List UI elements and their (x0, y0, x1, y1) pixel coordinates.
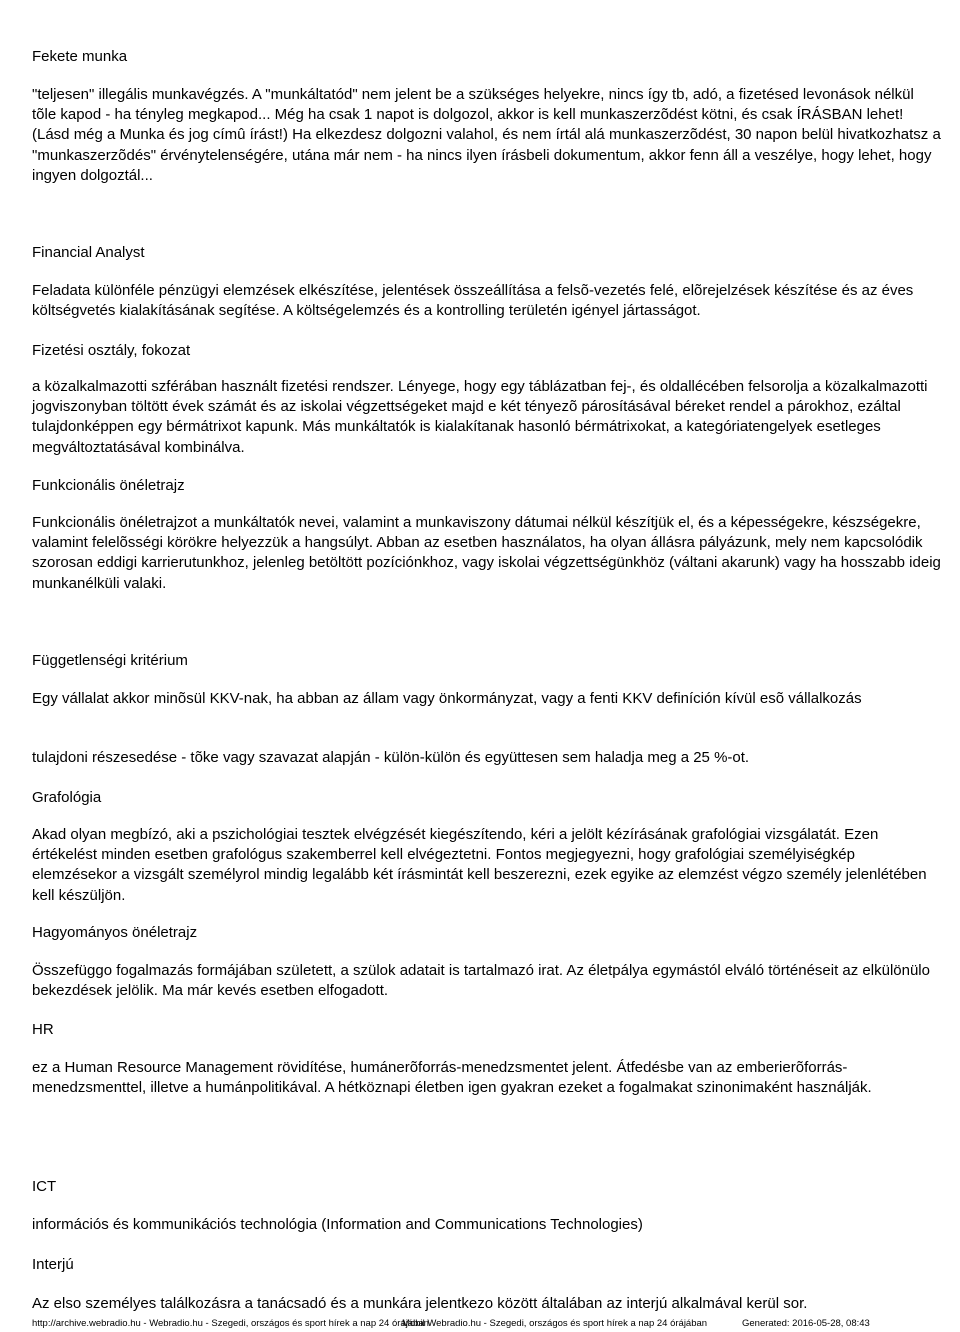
definition-hr: ez a Human Resource Management rövidítése, humánerõforrás-menedzsmentet jelent. Átfedésbe van az emberierõforrás-menedzsmenttel, illetve a humánpolitikával. A hétköznapi életben igen gyakran ezeket a fogalmakat szinonimaként használják. (32, 1059, 872, 1097)
definition-funkcionalis-oneletrajz: Funkcionális önéletrajzot a munkáltatók nevei, valamint a munkaviszony dátumai nélkül készítjük el, és a képességekre, készségekre, valamint felelõsségi körökre helyezzük a hangsúlyt. Abban az esetben használatos, ha olyan állásra pályázunk, mely nem kapcsolódik szorosan eddigi karrierutunkhoz, jelenleg betöltött pozíciónkhoz, vagy iskolai végzettségünkhöz (váltani akarunk) vagy ha hosszabb ideig munkanélküli valaki. (32, 514, 941, 592)
definition-fizetesi-osztaly: a közalkalmazotti szférában használt fizetési rendszer. Lényege, hogy egy táblázatban fej-, és oldallécében felsorolja a közalkalmazotti jogviszonyban töltött évek számát és az iskolai végzettségeket majd e két tényezõ párosításával béreket rendel a párokhoz, ezáltal tulajdonképpen egy bérmátrixot kapunk. Más munkáltatók is kialakítanak hasonló bérmátrixokat, a kategóriatengelyek esetleges megváltoztatásával kombinálva. (32, 378, 928, 456)
definition-fekete-munka: "teljesen" illegális munkavégzés. A "munkáltatód" nem jelent be a szükséges helyekre, nincs így tb, adó, a fizetésed levonások nélkül tõle kapod - ha tényleg megkapod... Még ha csak 1 napot is dolgozol, akkor is kell munkaszerzõdést kötni, és csak ÍRÁSBAN lehet! (Lásd még a Munka és jog címû írást!) Ha elkezdesz dolgozni valahol, és nem írtál alá munkaszerzõdést, 30 napon belül hivatkozhatsz a "munkaszerzõdés" érvénytelenségére, utána már nem - ha nincs ilyen írásbeli dokumentum, akkor fenn áll a veszélye, hogy lehet, hogy ingyen dolgoztál... (32, 86, 941, 184)
term-fekete-munka: Fekete munka (32, 48, 128, 65)
definition-fuggetlensegi-kriterium-2: tulajdoni részesedése - tõke vagy szavazat alapján - külön-külön és együttesen sem haladja meg a 25 %-ot. (32, 749, 750, 766)
term-grafologia: Grafológia (32, 789, 102, 806)
definition-financial-analyst: Feladata különféle pénzügyi elemzések elkészítése, jelentések összeállítása a felsõ-vezetés felé, elõrejelzések készítése és az éves költségvetés kialakításának segítése. A költségelemzés és a kontrolling területén igényel jártasságot. (32, 282, 914, 320)
footer-generated-timestamp: Generated: 2016-05-28, 08:43 (742, 1318, 870, 1329)
definition-grafologia: Akad olyan megbízó, aki a pszichológiai tesztek elvégzését kiegészítendo, kéri a jelölt kézírásának grafológiai vizsgálatát. Ezen értékelést minden esetben grafológus szakemberrel kell elvégeztetni. Fontos megjegyezni, hogy grafológiai személyiségkép elemzésekor a vizsgált személyrol mindig legalább két írásmintát kell beszerezni, ezek egyike az elemzést végzo személy jelenlétében kell készüljön. (32, 826, 927, 904)
definition-hagyomanyos-oneletrajz: Összefüggo fogalmazás formájában született, a szülok adatait is tartalmazó irat. Az életpálya egymástól elváló történéseit az elkülönülo bekezdések jelölik. Ma már kevés esetben elfogadott. (32, 962, 930, 1000)
definition-interju: Az elso személyes találkozásra a tanácsadó és a munkára jelentkezo között általában az interjú alkalmával kerül sor. (32, 1295, 808, 1312)
footer-mobile-link: Mobil Webradio.hu - Szegedi, országos és sport hírek a nap 24 órájában (402, 1318, 708, 1329)
term-ict: ICT (32, 1178, 57, 1195)
term-hr: HR (32, 1021, 54, 1038)
term-funkcionalis-oneletrajz: Funkcionális önéletrajz (32, 477, 185, 494)
term-financial-analyst: Financial Analyst (32, 244, 145, 261)
definition-fuggetlensegi-kriterium-1: Egy vállalat akkor minõsül KKV-nak, ha abban az állam vagy önkormányzat, vagy a fenti KKV definíción kívül esõ vállalkozás (32, 690, 862, 707)
term-hagyomanyos-oneletrajz: Hagyományos önéletrajz (32, 924, 198, 941)
term-fizetesi-osztaly: Fizetési osztály, fokozat (32, 342, 191, 359)
definition-ict: információs és kommunikációs technológia (Information and Communications Technologies) (32, 1216, 643, 1233)
term-fuggetlensegi-kriterium: Függetlenségi kritérium (32, 652, 188, 669)
term-interju: Interjú (32, 1256, 74, 1273)
footer-source-link[interactable]: http://archive.webradio.hu - Webradio.hu - Szegedi, országos és sport hírek a nap 24 órájában (32, 1318, 429, 1329)
